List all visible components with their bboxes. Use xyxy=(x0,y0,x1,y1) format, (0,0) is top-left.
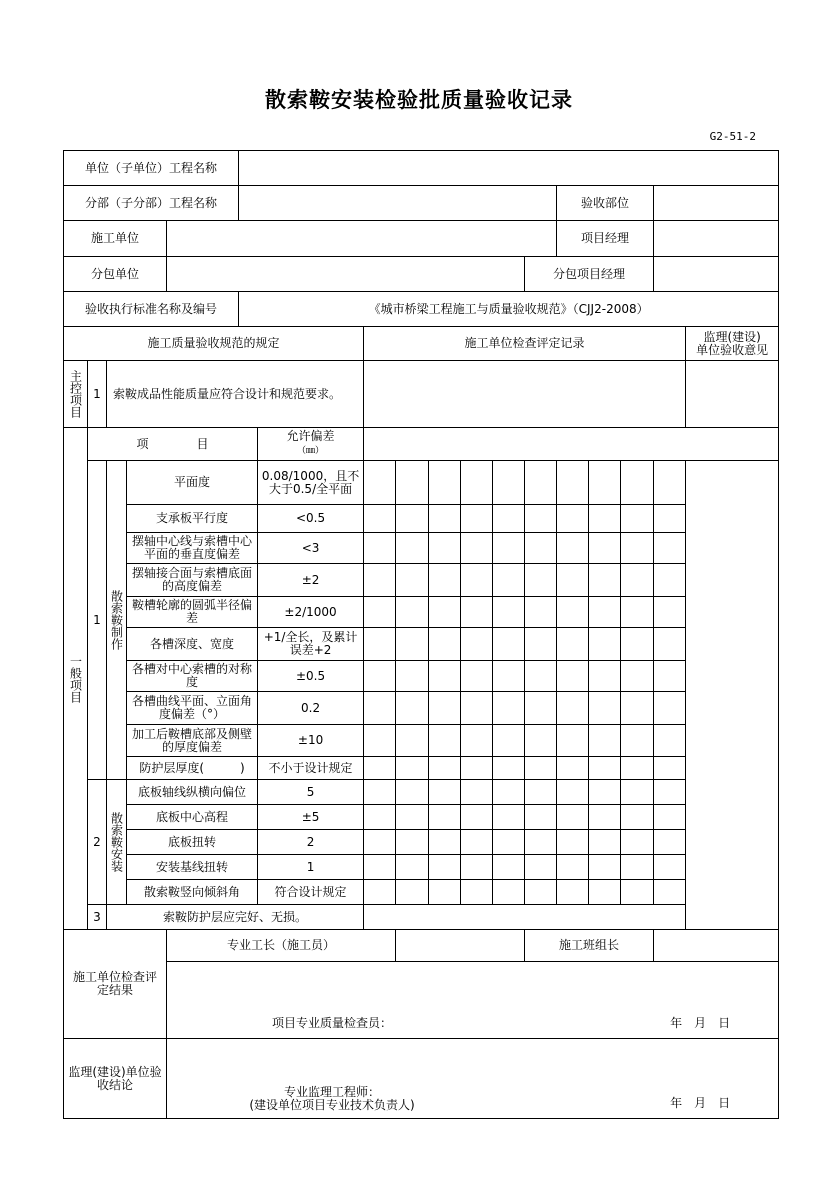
supervisor-header-line2: 单位验收意见 xyxy=(696,342,769,357)
measurement-cell[interactable] xyxy=(493,597,525,628)
measurement-cell[interactable] xyxy=(621,692,654,725)
measurement-cell[interactable] xyxy=(654,830,686,855)
standard-value: 《城市桥梁工程施工与质量验收规范》（CJJ2-2008） xyxy=(239,292,779,327)
contractor-field[interactable] xyxy=(167,221,557,257)
tolerance-unit: （㎜） xyxy=(297,446,325,456)
general-item-row xyxy=(64,855,779,880)
inspection-form xyxy=(63,150,779,1119)
measurement-cell[interactable] xyxy=(557,780,589,805)
measurement-cell[interactable] xyxy=(557,628,589,661)
measurement-cell[interactable] xyxy=(364,564,396,597)
measurement-cell[interactable] xyxy=(461,533,493,564)
item-tolerance: 1 xyxy=(258,855,364,880)
general-item-row xyxy=(64,830,779,855)
acceptance-part-field[interactable] xyxy=(654,186,779,221)
measurement-cell[interactable] xyxy=(429,461,461,505)
main-control-text: 索鞍成品性能质量应符合设计和规范要求。 xyxy=(107,361,364,428)
item-name: 摆轴中心线与索槽中心平面的垂直度偏差 xyxy=(127,533,258,564)
general-label-text: 一般项目 xyxy=(68,654,83,703)
measurement-cell[interactable] xyxy=(557,805,589,830)
measurement-cell[interactable] xyxy=(493,461,525,505)
foreman-field[interactable] xyxy=(396,930,525,962)
item-tolerance: ±2 xyxy=(258,564,364,597)
group-no: 2 xyxy=(88,780,107,905)
measurement-cell[interactable] xyxy=(589,855,621,880)
measurement-cell[interactable] xyxy=(621,505,654,533)
measurement-cell[interactable] xyxy=(396,692,429,725)
measurement-cell[interactable] xyxy=(493,880,525,905)
measurement-cell[interactable] xyxy=(525,880,557,905)
measurement-cell[interactable] xyxy=(621,661,654,692)
item-tolerance: 5 xyxy=(258,780,364,805)
measurement-cell[interactable] xyxy=(589,505,621,533)
measurement-cell[interactable] xyxy=(429,533,461,564)
foreman-label: 专业工长（施工员） xyxy=(167,930,396,962)
measurement-cell[interactable] xyxy=(461,830,493,855)
measurement-cell[interactable] xyxy=(557,505,589,533)
measurement-cell[interactable] xyxy=(621,461,654,505)
group-no: 1 xyxy=(88,461,107,780)
measurement-cell[interactable] xyxy=(621,597,654,628)
measurement-cell[interactable] xyxy=(525,780,557,805)
measurement-cell[interactable] xyxy=(364,830,396,855)
item-name: 各槽曲线平面、立面角度偏差（°） xyxy=(127,692,258,725)
item3-text: 索鞍防护层应完好、无损。 xyxy=(107,905,364,930)
measurement-cell[interactable] xyxy=(557,661,589,692)
measurement-cell[interactable] xyxy=(461,461,493,505)
measurement-cell[interactable] xyxy=(589,597,621,628)
supervisor-header-line1: 监理(建设) xyxy=(703,329,761,344)
measurement-cell[interactable] xyxy=(364,805,396,830)
measurement-cell[interactable] xyxy=(589,830,621,855)
item-tolerance: ±2/1000 xyxy=(258,597,364,628)
spec-column-header: 施工质量验收规范的规定 xyxy=(64,327,364,361)
general-label xyxy=(64,428,88,930)
measurement-cell[interactable] xyxy=(396,830,429,855)
measurement-cell[interactable] xyxy=(654,692,686,725)
measurement-cell[interactable] xyxy=(493,830,525,855)
measurement-cell[interactable] xyxy=(654,855,686,880)
measurement-cell[interactable] xyxy=(654,628,686,661)
measurement-cell[interactable] xyxy=(461,628,493,661)
item3-record[interactable] xyxy=(364,905,686,930)
measurement-cell[interactable] xyxy=(557,564,589,597)
project-manager-field[interactable] xyxy=(654,221,779,257)
measurement-cell[interactable] xyxy=(493,505,525,533)
group-name-text: 散索鞍安装 xyxy=(109,812,124,872)
general-item-row xyxy=(64,725,779,757)
measurement-cell[interactable] xyxy=(525,757,557,780)
measurement-cell[interactable] xyxy=(621,780,654,805)
item-name: 安装基线扭转 xyxy=(127,855,258,880)
measurement-cell[interactable] xyxy=(461,757,493,780)
main-control-record[interactable] xyxy=(364,361,686,428)
engineer-date: 年 月 日 xyxy=(670,1096,731,1110)
main-control-label xyxy=(64,361,88,428)
item-tolerance: +1/全长，及累计误差+2 xyxy=(258,628,364,661)
measurement-cell[interactable] xyxy=(364,780,396,805)
measurement-cell[interactable] xyxy=(396,461,429,505)
measurement-cell[interactable] xyxy=(589,805,621,830)
engineer-line2: (建设单位项目专业技术负责人) xyxy=(249,1098,415,1112)
measurement-cell[interactable] xyxy=(461,597,493,628)
measurement-cell[interactable] xyxy=(493,628,525,661)
measurement-cell[interactable] xyxy=(429,805,461,830)
measurement-cell[interactable] xyxy=(493,533,525,564)
measurement-cell[interactable] xyxy=(654,780,686,805)
measurement-cell[interactable] xyxy=(525,692,557,725)
item-name: 各槽对中心索槽的对称度 xyxy=(127,661,258,692)
supervisor-column-header xyxy=(686,327,779,361)
measurement-cell[interactable] xyxy=(429,628,461,661)
sub-project-manager-label: 分包项目经理 xyxy=(525,257,654,292)
item-name: 底板中心高程 xyxy=(127,805,258,830)
item-tolerance: 符合设计规定 xyxy=(258,880,364,905)
measurement-cell[interactable] xyxy=(493,780,525,805)
general-item-row xyxy=(64,564,779,597)
measurement-cell[interactable] xyxy=(396,628,429,661)
measurement-cell[interactable] xyxy=(589,780,621,805)
tolerance-header-text: 允许偏差 xyxy=(286,429,335,443)
sub-project-label: 分部（子分部）工程名称 xyxy=(64,186,239,221)
item-name: 加工后鞍槽底部及侧壁的厚度偏差 xyxy=(127,725,258,757)
measurement-cell[interactable] xyxy=(557,692,589,725)
measurement-cell[interactable] xyxy=(525,597,557,628)
measurement-cell[interactable] xyxy=(525,505,557,533)
measurement-cell[interactable] xyxy=(525,461,557,505)
measurement-cell[interactable] xyxy=(589,880,621,905)
acceptance-part-label: 验收部位 xyxy=(557,186,654,221)
item-tolerance: <0.5 xyxy=(258,505,364,533)
item-name: 防护层厚度( ) xyxy=(127,757,258,780)
measurement-cell[interactable] xyxy=(396,564,429,597)
measurement-cell[interactable] xyxy=(364,461,396,505)
measurement-cell[interactable] xyxy=(589,628,621,661)
subcontractor-field[interactable] xyxy=(167,257,525,292)
group-name xyxy=(107,461,127,780)
item-tolerance: 不小于设计规定 xyxy=(258,757,364,780)
measurement-cell[interactable] xyxy=(493,564,525,597)
measurement-cell[interactable] xyxy=(557,725,589,757)
measurement-cell[interactable] xyxy=(557,757,589,780)
item-name: 摆轴接合面与索槽底面的高度偏差 xyxy=(127,564,258,597)
measurement-cell[interactable] xyxy=(621,628,654,661)
supervisor-conclusion-field[interactable] xyxy=(167,1039,779,1119)
measurement-cell[interactable] xyxy=(364,661,396,692)
measurement-cell[interactable] xyxy=(461,855,493,880)
main-control-no: 1 xyxy=(88,361,107,428)
measurement-cell[interactable] xyxy=(429,505,461,533)
item-name: 底板轴线纵横向偏位 xyxy=(127,780,258,805)
item-name: 支承板平行度 xyxy=(127,505,258,533)
measurement-cell[interactable] xyxy=(557,855,589,880)
measurement-cell[interactable] xyxy=(396,597,429,628)
measurement-cell[interactable] xyxy=(621,830,654,855)
measurement-cell[interactable] xyxy=(396,505,429,533)
general-item-row xyxy=(64,805,779,830)
measurement-cell[interactable] xyxy=(654,725,686,757)
measurement-cell[interactable] xyxy=(525,628,557,661)
item3-no: 3 xyxy=(88,905,107,930)
measurement-cell[interactable] xyxy=(654,461,686,505)
page-title: 散索鞍安装检验批质量验收记录 xyxy=(265,88,573,112)
general-header-blank xyxy=(364,428,779,461)
item-name: 平面度 xyxy=(127,461,258,505)
measurement-cell[interactable] xyxy=(493,661,525,692)
measurement-cell[interactable] xyxy=(364,725,396,757)
measurement-cell[interactable] xyxy=(589,461,621,505)
measurement-cell[interactable] xyxy=(621,725,654,757)
measurement-cell[interactable] xyxy=(429,725,461,757)
measurement-cell[interactable] xyxy=(493,805,525,830)
general-item-row xyxy=(64,597,779,628)
measurement-cell[interactable] xyxy=(396,880,429,905)
sub-project-field[interactable] xyxy=(239,186,557,221)
general-item-row xyxy=(64,505,779,533)
measurement-cell[interactable] xyxy=(429,855,461,880)
measurement-cell[interactable] xyxy=(364,597,396,628)
measurement-cell[interactable] xyxy=(525,725,557,757)
measurement-cell[interactable] xyxy=(525,533,557,564)
item-tolerance: ±10 xyxy=(258,725,364,757)
measurement-cell[interactable] xyxy=(621,533,654,564)
team-leader-label: 施工班组长 xyxy=(525,930,654,962)
measurement-cell[interactable] xyxy=(396,780,429,805)
item-name: 底板扭转 xyxy=(127,830,258,855)
unit-project-field[interactable] xyxy=(239,151,779,186)
subcontractor-label: 分包单位 xyxy=(64,257,167,292)
measurement-cell[interactable] xyxy=(557,880,589,905)
measurement-cell[interactable] xyxy=(621,757,654,780)
team-leader-field[interactable] xyxy=(654,930,779,962)
measurement-cell[interactable] xyxy=(396,757,429,780)
item-name: 鞍槽轮廓的圆弧半径偏差 xyxy=(127,597,258,628)
general-item-row xyxy=(64,661,779,692)
measurement-cell[interactable] xyxy=(396,805,429,830)
item-tolerance: <3 xyxy=(258,533,364,564)
measurement-cell[interactable] xyxy=(461,780,493,805)
form-code: G2-51-2 xyxy=(709,130,756,143)
general-item-row xyxy=(64,692,779,725)
measurement-cell[interactable] xyxy=(461,505,493,533)
measurement-cell[interactable] xyxy=(557,597,589,628)
measurement-cell[interactable] xyxy=(396,725,429,757)
group-name-text: 散索鞍制作 xyxy=(109,590,124,650)
engineer-line1: 专业监理工程师： xyxy=(283,1085,380,1099)
measurement-cell[interactable] xyxy=(525,830,557,855)
inspector-label: 项目专业质量检查员： xyxy=(271,1016,392,1030)
general-item-row xyxy=(64,880,779,905)
contractor-label: 施工单位 xyxy=(64,221,167,257)
measurement-cell[interactable] xyxy=(364,757,396,780)
measurement-cell[interactable] xyxy=(621,880,654,905)
measurement-cell[interactable] xyxy=(364,533,396,564)
measurement-cell[interactable] xyxy=(429,880,461,905)
measurement-cell[interactable] xyxy=(589,533,621,564)
measurement-cell[interactable] xyxy=(589,692,621,725)
measurement-cell[interactable] xyxy=(493,855,525,880)
measurement-cell[interactable] xyxy=(429,692,461,725)
measurement-cell[interactable] xyxy=(654,533,686,564)
measurement-cell[interactable] xyxy=(396,855,429,880)
measurement-cell[interactable] xyxy=(654,880,686,905)
item-tolerance: 2 xyxy=(258,830,364,855)
measurement-cell[interactable] xyxy=(621,564,654,597)
measurement-cell[interactable] xyxy=(429,780,461,805)
measurement-cell[interactable] xyxy=(364,855,396,880)
inspector-date: 年 月 日 xyxy=(670,1016,731,1030)
measurement-cell[interactable] xyxy=(525,661,557,692)
standard-label: 验收执行标准名称及编号 xyxy=(64,292,239,327)
measurement-cell[interactable] xyxy=(429,830,461,855)
measurement-cell[interactable] xyxy=(364,628,396,661)
measurement-cell[interactable] xyxy=(525,805,557,830)
measurement-cell[interactable] xyxy=(461,692,493,725)
measurement-cell[interactable] xyxy=(525,855,557,880)
measurement-cell[interactable] xyxy=(557,830,589,855)
measurement-cell[interactable] xyxy=(654,564,686,597)
main-control-opinion[interactable] xyxy=(686,361,779,428)
measurement-cell[interactable] xyxy=(461,725,493,757)
unit-project-label: 单位（子单位）工程名称 xyxy=(64,151,239,186)
measurement-cell[interactable] xyxy=(429,757,461,780)
measurement-cell[interactable] xyxy=(654,661,686,692)
contractor-result-field[interactable] xyxy=(167,962,779,1039)
item-tolerance: ±0.5 xyxy=(258,661,364,692)
measurement-cell[interactable] xyxy=(364,880,396,905)
item-tolerance: 0.08/1000，且不大于0.5/全平面 xyxy=(258,461,364,505)
measurement-cell[interactable] xyxy=(461,805,493,830)
measurement-cell[interactable] xyxy=(493,757,525,780)
measurement-cell[interactable] xyxy=(557,461,589,505)
measurement-cell[interactable] xyxy=(654,597,686,628)
measurement-cell[interactable] xyxy=(654,805,686,830)
general-item-row xyxy=(64,628,779,661)
measurement-cell[interactable] xyxy=(589,564,621,597)
measurement-cell[interactable] xyxy=(589,725,621,757)
item-tolerance: ±5 xyxy=(258,805,364,830)
measurement-cell[interactable] xyxy=(461,661,493,692)
general-item-row xyxy=(64,757,779,780)
measurement-cell[interactable] xyxy=(654,757,686,780)
measurement-cell[interactable] xyxy=(654,505,686,533)
main-control-label-text: 主控项目 xyxy=(68,370,83,418)
measurement-cell[interactable] xyxy=(493,692,525,725)
measurement-cell[interactable] xyxy=(461,880,493,905)
measurement-cell[interactable] xyxy=(589,757,621,780)
general-item-row xyxy=(64,533,779,564)
measurement-cell[interactable] xyxy=(396,661,429,692)
supervisor-conclusion-label: 监理(建设)单位验收结论 xyxy=(64,1039,167,1119)
measurement-cell[interactable] xyxy=(364,505,396,533)
contractor-result-label: 施工单位检查评定结果 xyxy=(64,930,167,1039)
item-header: 项 目 xyxy=(88,428,258,461)
group-name xyxy=(107,780,127,905)
measurement-cell[interactable] xyxy=(429,597,461,628)
general-item-row xyxy=(64,780,779,805)
record-column-header: 施工单位检查评定记录 xyxy=(364,327,686,361)
measurement-cell[interactable] xyxy=(621,805,654,830)
measurement-cell[interactable] xyxy=(621,855,654,880)
item-name: 散索鞍竖向倾斜角 xyxy=(127,880,258,905)
tolerance-header xyxy=(258,428,364,461)
measurement-cell[interactable] xyxy=(525,564,557,597)
item-name: 各槽深度、宽度 xyxy=(127,628,258,661)
engineer-label xyxy=(167,1086,497,1112)
measurement-cell[interactable] xyxy=(557,533,589,564)
measurement-cell[interactable] xyxy=(429,661,461,692)
sub-project-manager-field[interactable] xyxy=(654,257,779,292)
measurement-cell[interactable] xyxy=(589,661,621,692)
general-item-row xyxy=(64,461,779,505)
measurement-cell[interactable] xyxy=(493,725,525,757)
measurement-cell[interactable] xyxy=(396,533,429,564)
project-manager-label: 项目经理 xyxy=(557,221,654,257)
general-opinion[interactable] xyxy=(686,461,779,930)
measurement-cell[interactable] xyxy=(364,692,396,725)
item-tolerance: 0.2 xyxy=(258,692,364,725)
measurement-cell[interactable] xyxy=(461,564,493,597)
measurement-cell[interactable] xyxy=(429,564,461,597)
